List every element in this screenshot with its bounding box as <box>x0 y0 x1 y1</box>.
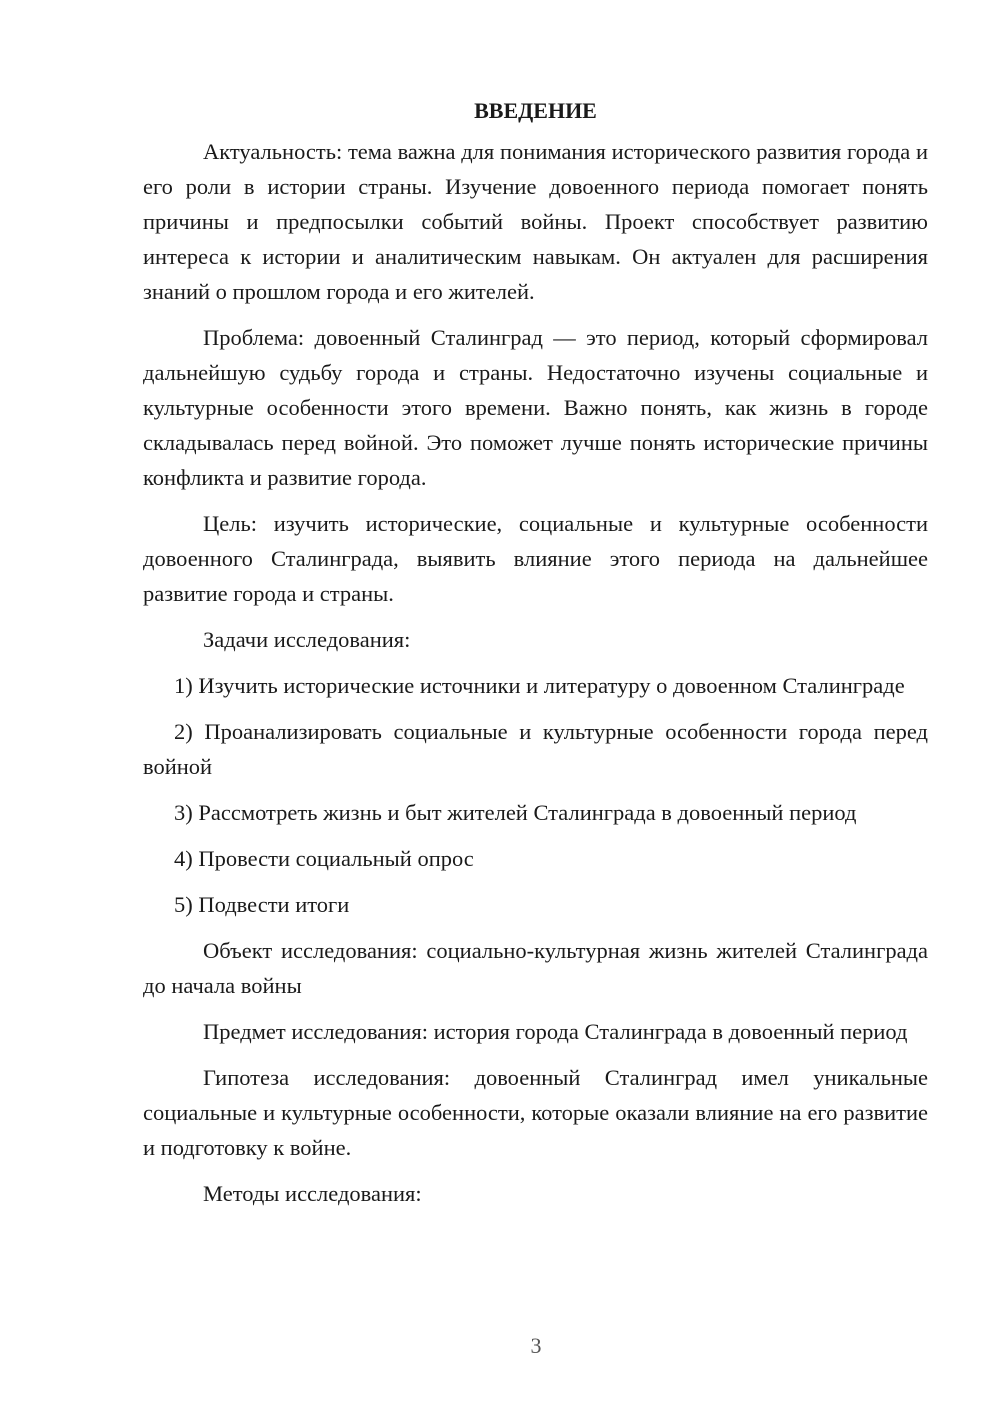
object-paragraph: Объект исследования: социально-культурная жизнь жителей Сталинграда до начала войны <box>143 938 928 998</box>
goal-paragraph: Цель: изучить исторические, социальные и культурные особенности довоенного Сталинграда, выявить влияние этого периода на дальнейшее развитие города и страны. <box>143 511 928 606</box>
relevance-paragraph: Актуальность: тема важна для понимания исторического развития города и его роли в истории страны. Изучение довоенного периода помогает понять причины и предпосылки событий войны. Проект способствует развитию интереса к истории и аналитическим навыкам. Он актуален для расширения знаний о прошлом города и его жителей. <box>143 139 928 304</box>
task-item-4: 4) Провести социальный опрос <box>174 846 474 871</box>
subject-paragraph: Предмет исследования: история города Сталинграда в довоенный период <box>203 1019 908 1044</box>
page-number: 3 <box>530 1333 542 1358</box>
task-item-5: 5) Подвести итоги <box>174 892 350 917</box>
section-title: ВВЕДЕНИЕ <box>474 98 597 123</box>
hypothesis-paragraph: Гипотеза исследования: довоенный Сталинград имел уникальные социальные и культурные особенности, которые оказали влияние на его развитие и подготовку к войне. <box>143 1065 928 1160</box>
methods-heading: Методы исследования: <box>203 1181 422 1206</box>
problem-paragraph: Проблема: довоенный Сталинград — это период, который сформировал дальнейшую судьбу города и страны. Недостаточно изучены социальные и культурные особенности этого времени. Важно понять, как жизнь в городе складывалась перед войной. Это поможет лучше понять исторические причины конфликта и развитие города. <box>143 325 928 490</box>
task-item-2: 2) Проанализировать социальные и культурные особенности города перед войной <box>143 719 928 779</box>
task-item-1: 1) Изучить исторические источники и литературу о довоенном Сталинграде <box>174 673 905 698</box>
task-item-3: 3) Рассмотреть жизнь и быт жителей Сталинграда в довоенный период <box>174 800 857 825</box>
document-page <box>143 96 928 1222</box>
tasks-heading: Задачи исследования: <box>203 627 411 652</box>
